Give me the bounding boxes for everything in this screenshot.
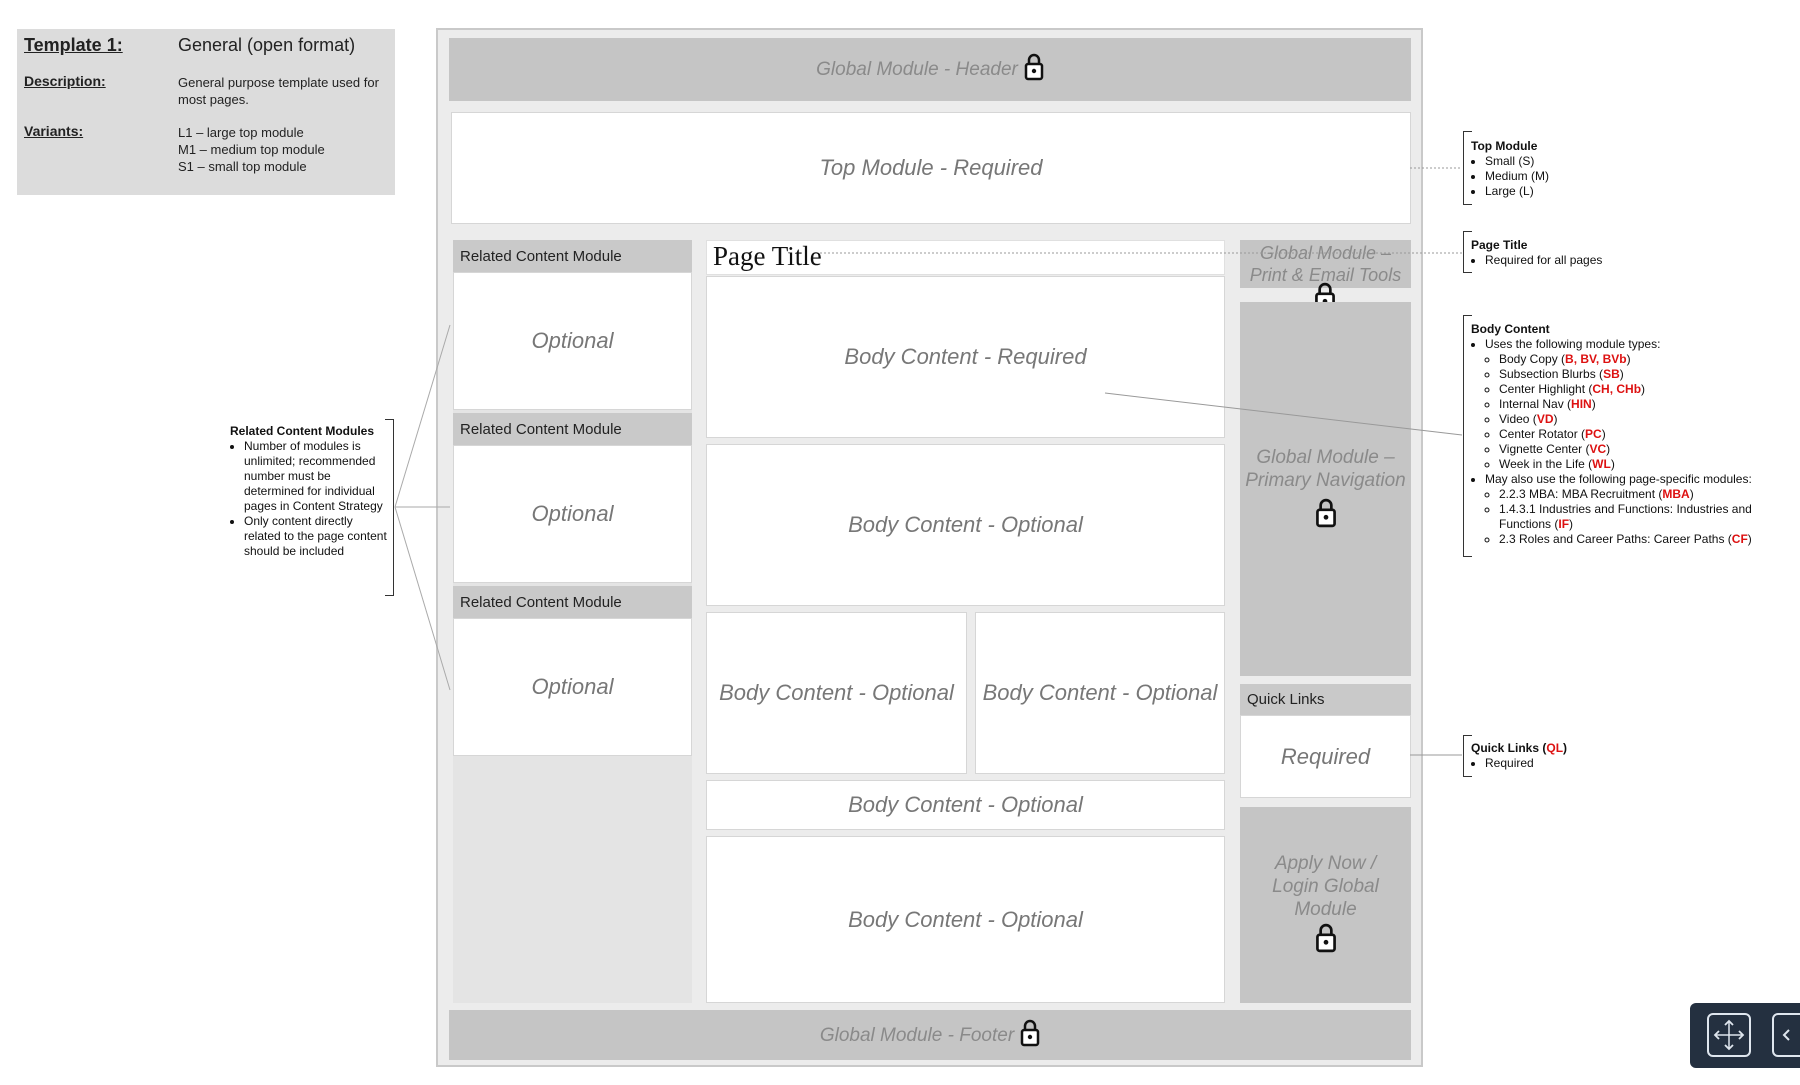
- body-optional-label: Body Content - Optional: [848, 906, 1083, 932]
- annotation-item: • Required for all pages: [1485, 253, 1691, 268]
- annotation-title: Page Title: [1471, 238, 1528, 252]
- collapse-panel-button[interactable]: [1772, 1013, 1800, 1057]
- annotation-title: Body Content: [1471, 322, 1550, 336]
- annotation-title: Related Content Modules: [230, 424, 375, 438]
- quick-links-title: Quick Links: [1240, 684, 1411, 715]
- primary-nav-label: Global Module – Primary Navigation: [1245, 446, 1406, 491]
- template-label: Template 1:: [24, 35, 123, 55]
- footer-label: Global Module - Footer: [819, 1024, 1015, 1046]
- body-optional-label: Body Content - Optional: [848, 792, 1083, 818]
- optional-label: Optional: [531, 674, 614, 700]
- apply-login-label: Apply Now / Login Global Module: [1272, 853, 1379, 920]
- annotation-item: • Only content directly related to the page content should be included: [244, 514, 390, 559]
- body-optional-label: Body Content - Optional: [982, 680, 1218, 706]
- annotation-item: • Number of modules is unlimited; recommended number must be determined for individual pages in Content Strategy: [244, 439, 390, 514]
- annotation-item: Uses the following module types:: [1485, 337, 1661, 351]
- expand-icon: [1709, 1042, 1749, 1059]
- related-module-title: Related Content Module: [453, 240, 692, 272]
- annotation-item: • Large (L): [1485, 184, 1671, 199]
- annotation-page-title: [1471, 238, 1691, 268]
- annotation-item: • Required: [1485, 756, 1671, 771]
- expand-button[interactable]: [1707, 1013, 1751, 1057]
- body-optional-label: Body Content - Optional: [719, 680, 954, 706]
- body-required-label: Body Content - Required: [844, 344, 1087, 370]
- variant-l1: L1 – large top module: [178, 125, 304, 140]
- chevron-left-icon: [1774, 1042, 1800, 1059]
- related-module-title: Related Content Module: [453, 413, 692, 445]
- annotation-related-modules: [230, 424, 390, 559]
- annotation-item: • Medium (M): [1485, 169, 1671, 184]
- template-name: General (open format): [178, 35, 356, 55]
- page-title: Page Title: [713, 241, 822, 271]
- annotation-title: Quick Links (: [1471, 741, 1547, 755]
- variant-m1: M1 – medium top module: [178, 142, 325, 157]
- variant-s1: S1 – small top module: [178, 159, 307, 174]
- variants-label: Variants:: [24, 123, 84, 139]
- optional-label: Optional: [531, 328, 614, 354]
- body-optional-label: Body Content - Optional: [848, 512, 1083, 538]
- annotation-item: • Small (S): [1485, 154, 1671, 169]
- annotation-title: Top Module: [1471, 139, 1538, 153]
- annotation-body-content: Body Content • Uses the following module types: ◦ Body Copy (B, BV, BVb) ◦ Subsection Blurbs (SB) ◦ Center Highlight (CH, CHb) ◦ Internal Nav (HIN) ◦ Video (VD) ◦ Center Rotator (PC) ◦ Vignette Center (VC) ◦ Week in the Life (WL) • May also use the following page-specific modules: ◦ 2.2.3 MBA: MBA Recruitment (MBA) ◦ 1.4.3.1 Industries and Functions: Industries and Functions (IF) ◦ 2.3 Roles and Career Paths: Career Paths (CF): [1471, 322, 1776, 547]
- annotation-top-module: [1471, 139, 1671, 199]
- annotation-quick-links: Quick Links (QL) • Required: [1471, 741, 1671, 771]
- related-module-title: Related Content Module: [453, 586, 692, 618]
- annotation-item: May also use the following page-specific modules:: [1485, 472, 1752, 486]
- optional-label: Optional: [531, 501, 614, 527]
- required-label: Required: [1280, 743, 1371, 769]
- viewer-controls: [1690, 1003, 1800, 1068]
- print-tools-label: Global Module – Print & Email Tools: [1249, 243, 1402, 285]
- description-text: General purpose template used for most pages.: [178, 75, 379, 107]
- top-module-label: Top Module - Required: [819, 155, 1043, 181]
- description-label: Description:: [24, 73, 106, 89]
- header-label: Global Module - Header: [816, 59, 1018, 80]
